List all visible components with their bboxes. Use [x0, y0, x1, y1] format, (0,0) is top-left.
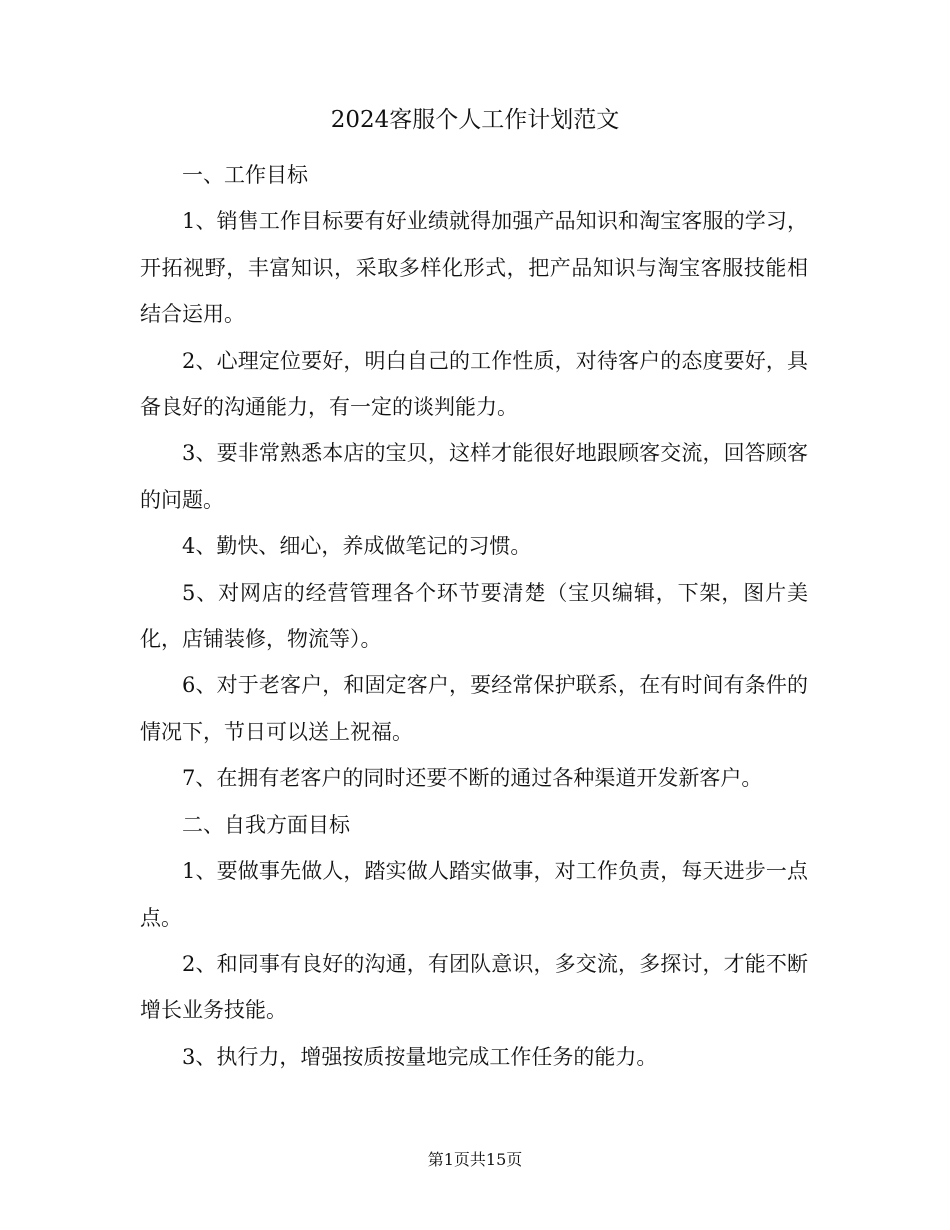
- paragraph: 1、要做事先做人，踏实做人踏实做事，对工作负责，每天进步一点点。: [140, 859, 808, 930]
- section-heading-work-goals: 一、工作目标: [182, 163, 308, 187]
- paragraph: 7、在拥有老客户的同时还要不断的通过各种渠道开发新客户。: [182, 766, 763, 791]
- document-title: 2024客服个人工作计划范文: [330, 107, 620, 133]
- paragraph: 1、销售工作目标要有好业绩就得加强产品知识和淘宝客服的学习，开拓视野，丰富知识，采取多样化形式，把产品知识与淘宝客服技能相结合运用。: [140, 209, 808, 327]
- paragraph: 5、对网店的经营管理各个环节要清楚（宝贝编辑，下架，图片美化，店铺装修，物流等）。: [140, 580, 808, 652]
- paragraph: 3、执行力，增强按质按量地完成工作任务的能力。: [182, 1044, 658, 1069]
- paragraph: 2、心理定位要好，明白自己的工作性质，对待客户的态度要好，具备良好的沟通能力，有一定的谈判能力。: [140, 348, 808, 420]
- page-number-footer: 第1页共15页: [427, 1150, 523, 1169]
- paragraph: 6、对于老客户，和固定客户，要经常保护联系，在有时间有条件的情况下，节日可以送上祝福。: [140, 673, 808, 744]
- paragraph: 4、勤快、细心，养成做笔记的习惯。: [182, 534, 532, 559]
- paragraph: 2、和同事有良好的沟通，有团队意识，多交流，多探讨，才能不断增长业务技能。: [140, 951, 808, 1023]
- section-heading-self-goals: 二、自我方面目标: [182, 812, 350, 837]
- paragraph: 3、要非常熟悉本店的宝贝，这样才能很好地跟顾客交流，回答顾客的问题。: [140, 441, 808, 512]
- document-body: [140, 152, 808, 1080]
